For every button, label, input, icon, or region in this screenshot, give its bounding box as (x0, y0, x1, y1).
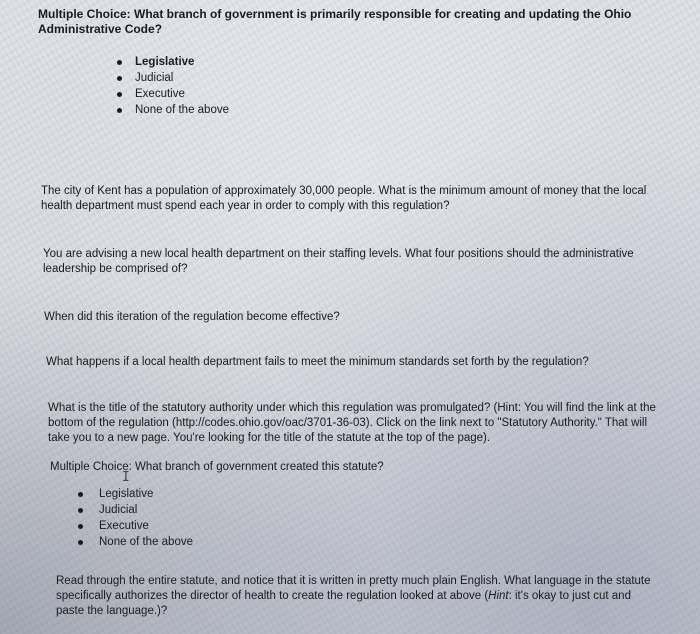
options-branch-statute (78, 486, 278, 550)
bullet-icon (117, 108, 122, 113)
option-judicial[interactable] (78, 502, 278, 518)
option-label: Executive (99, 520, 149, 532)
option-label: Judicial (135, 72, 174, 84)
option-executive[interactable] (78, 518, 278, 534)
question-branch-admin-code: Multiple Choice: What branch of government is primarily responsible for creating and updating the Ohio Administrative Code? (38, 7, 632, 36)
bullet-icon (117, 76, 122, 81)
option-judicial[interactable] (117, 70, 317, 86)
question-text-part: : it's okay to just cut and paste the language.)? (56, 590, 631, 617)
question-branch-statute: Multiple Choice: What branch of government created this statute? (50, 461, 384, 473)
bullet-icon (78, 540, 83, 545)
text-cursor-icon: I (122, 470, 130, 485)
option-label: None of the above (99, 536, 193, 548)
question-effective-date: When did this iteration of the regulation become effective? (44, 311, 340, 323)
question-statute-language (56, 574, 656, 619)
question-text-part: Read through the entire statute, and notice that it is written in pretty much plain English. What language in the statute specifically authorizes the director of health to create the regulation looked at above ( (56, 575, 651, 602)
option-label: Judicial (99, 504, 138, 516)
bullet-icon (78, 524, 83, 529)
hint-label: Hint (488, 590, 509, 602)
question-kent-population: The city of Kent has a population of approximately 30,000 people. What is the minimum amount of money that the local health department must spend each year in order to comply with this regulation? (41, 185, 647, 212)
option-label: Legislative (99, 488, 154, 500)
option-legislative[interactable] (78, 486, 278, 502)
bullet-icon (117, 92, 122, 97)
options-branch-admin-code (117, 54, 317, 118)
question-staffing-levels: You are advising a new local health department on their staffing levels. What four positions should the administrative leadership be comprised of? (43, 248, 634, 275)
option-label: Executive (135, 88, 185, 100)
bullet-icon (117, 60, 122, 65)
option-label: None of the above (135, 104, 229, 116)
option-label: Legislative (135, 56, 195, 68)
bullet-icon (78, 508, 83, 513)
option-none[interactable] (78, 534, 278, 550)
question-minimum-standards: What happens if a local health department fails to meet the minimum standards set forth by the regulation? (46, 356, 589, 368)
question-statutory-authority: What is the title of the statutory authority under which this regulation was promulgated? (Hint: You will find the link at the bottom of the regulation (http://codes.ohio.gov/oac/3701-36-03). Click on the link next to "Statutory Authority." That will take you to a new page. You're looking for the title of the statute at the top of the page). (48, 402, 656, 444)
option-legislative[interactable] (117, 54, 317, 70)
option-none[interactable] (117, 102, 317, 118)
bullet-icon (78, 492, 83, 497)
option-executive[interactable] (117, 86, 317, 102)
